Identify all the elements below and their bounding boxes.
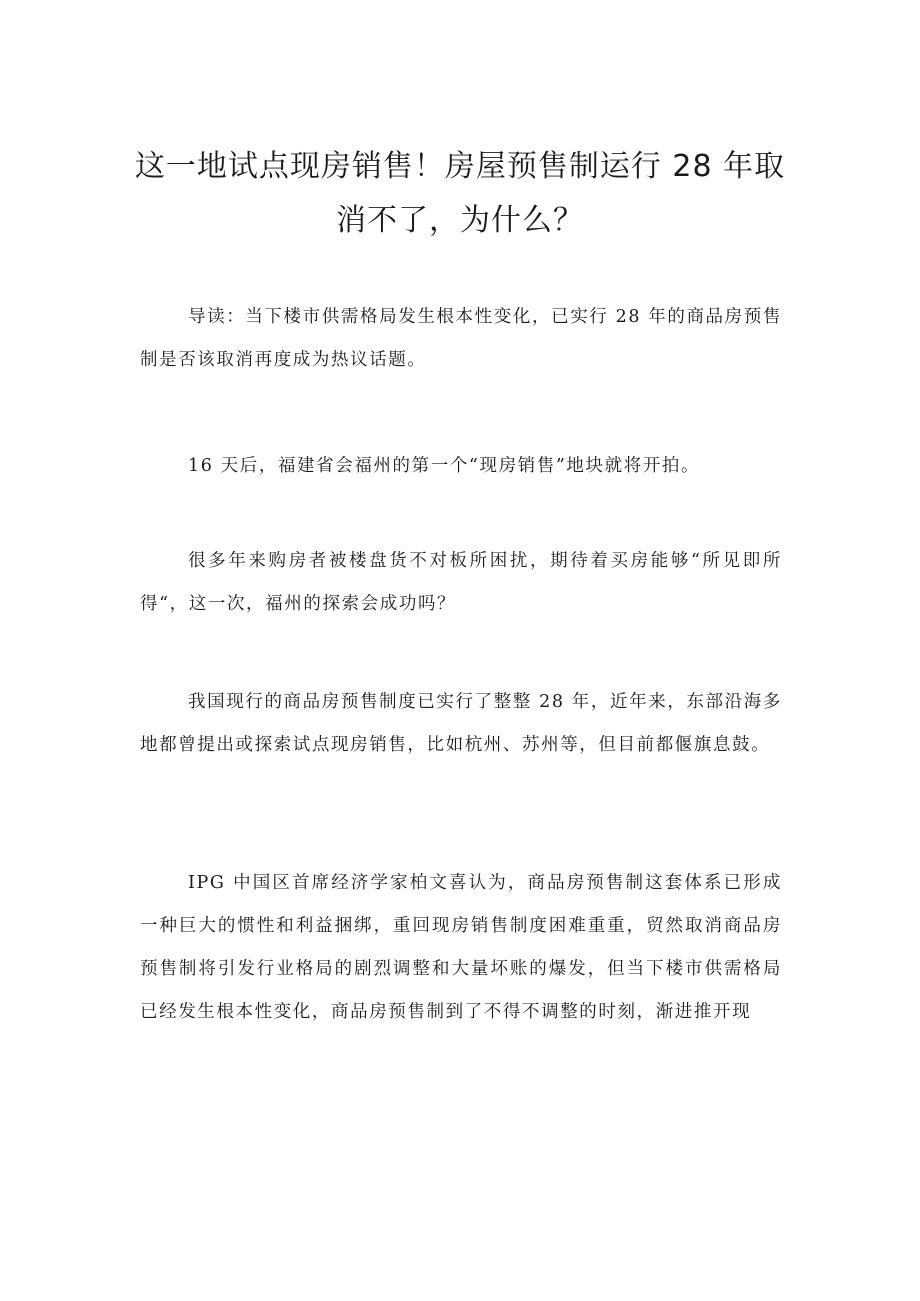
paragraph-intro: 导读：当下楼市供需格局发生根本性变化，已实行 28 年的商品房预售制是否该取消再度成为热议话题。 (140, 307, 782, 370)
paragraph-presale-history: 我国现行的商品房预售制度已实行了整整 28 年，近年来，东部沿海多地都曾提出或探索试点现房销售，比如杭州、苏州等，但目前都偃旗息鼓。 (140, 692, 782, 755)
paragraph-buyers: 很多年来购房者被楼盘货不对板所困扰，期待着买房能够“所见即所得“，这一次，福州的探索会成功吗？ (140, 551, 782, 614)
paragraph-economist: IPG 中国区首席经济学家柏文喜认为，商品房预售制这套体系已形成一种巨大的惯性和利益捆绑，重回现房销售制度困难重重，贸然取消商品房预售制将引发行业格局的剧烈调整和大量坏账的爆发，但当下楼市供需格局已经发生根本性变化，商品房预售制到了不得不调整的时刻，渐进推开现 (140, 873, 782, 1022)
article-title: 这一地试点现房销售！房屋预售制运行 28 年取消不了，为什么？ (134, 149, 786, 238)
paragraph-auction: 16 天后，福建省会福州的第一个“现房销售”地块就将开拍。 (188, 456, 701, 476)
